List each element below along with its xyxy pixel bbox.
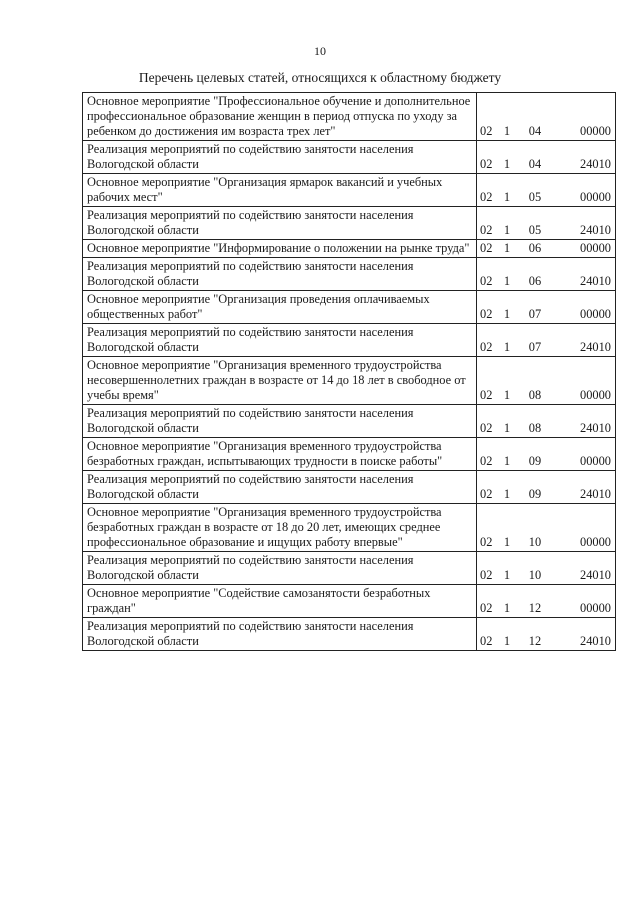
document-title: Перечень целевых статей, относящихся к областному бюджету (138, 70, 502, 85)
activity-code: 10 (528, 535, 542, 549)
activity-code: 04 (528, 124, 542, 138)
row-code (477, 324, 616, 357)
program-code: 02 (480, 634, 493, 648)
row-code (477, 357, 616, 405)
table-row (83, 93, 616, 141)
row-description: Основное мероприятие "Организация временного трудоустройства безработных граждан в возрасте от 18 до 20 лет, имеющих среднее профессиональное образование и ищущих работу впервые" (83, 504, 477, 552)
page-number: 10 (314, 44, 326, 58)
activity-code: 06 (528, 241, 542, 255)
table-row (83, 585, 616, 618)
activity-code: 09 (528, 487, 542, 501)
row-description: Реализация мероприятий по содействию занятости населения Вологодской области (83, 471, 477, 504)
subprogram-code: 1 (503, 487, 511, 501)
table-row (83, 552, 616, 585)
table-row (83, 471, 616, 504)
row-description: Основное мероприятие "Организация временного трудоустройства несовершеннолетних граждан в возрасте от 14 до 18 лет в свободное от учебы время" (83, 357, 477, 405)
subprogram-code: 1 (503, 124, 511, 138)
table-row (83, 240, 616, 258)
row-code (477, 207, 616, 240)
direction-code: 00000 (580, 388, 611, 402)
row-code (477, 405, 616, 438)
table-row (83, 405, 616, 438)
program-code: 02 (480, 307, 493, 321)
subprogram-code: 1 (503, 340, 511, 354)
program-code: 02 (480, 421, 493, 435)
program-code: 02 (480, 388, 493, 402)
row-code (477, 471, 616, 504)
subprogram-code: 1 (503, 634, 511, 648)
direction-code: 00000 (580, 601, 611, 615)
table-row (83, 258, 616, 291)
activity-code: 07 (528, 340, 542, 354)
direction-code: 00000 (580, 307, 611, 321)
subprogram-code: 1 (503, 454, 511, 468)
row-description: Основное мероприятие "Организация ярмарок вакансий и учебных рабочих мест" (83, 174, 477, 207)
subprogram-code: 1 (503, 157, 511, 171)
row-description: Реализация мероприятий по содействию занятости населения Вологодской области (83, 258, 477, 291)
row-code (477, 438, 616, 471)
program-code: 02 (480, 274, 493, 288)
row-code (477, 585, 616, 618)
target-articles-table (82, 92, 616, 651)
row-code (477, 240, 616, 258)
program-code: 02 (480, 124, 493, 138)
table-row (83, 174, 616, 207)
subprogram-code: 1 (503, 388, 511, 402)
row-description: Основное мероприятие "Содействие самозанятости безработных граждан" (83, 585, 477, 618)
program-code: 02 (480, 223, 493, 237)
subprogram-code: 1 (503, 421, 511, 435)
activity-code: 08 (528, 421, 542, 435)
row-code (477, 291, 616, 324)
row-code (477, 552, 616, 585)
row-code (477, 618, 616, 651)
direction-code: 24010 (580, 568, 611, 582)
row-description: Основное мероприятие "Информирование о положении на рынке труда" (83, 240, 477, 258)
row-description: Реализация мероприятий по содействию занятости населения Вологодской области (83, 324, 477, 357)
activity-code: 10 (528, 568, 542, 582)
activity-code: 04 (528, 157, 542, 171)
activity-code: 05 (528, 223, 542, 237)
program-code: 02 (480, 601, 493, 615)
table-row (83, 324, 616, 357)
activity-code: 06 (528, 274, 542, 288)
table-row (83, 357, 616, 405)
activity-code: 12 (528, 601, 542, 615)
row-code (477, 258, 616, 291)
direction-code: 00000 (580, 535, 611, 549)
table-row (83, 438, 616, 471)
direction-code: 24010 (580, 634, 611, 648)
row-description: Основное мероприятие "Организация проведения оплачиваемых общественных работ" (83, 291, 477, 324)
direction-code: 24010 (580, 421, 611, 435)
subprogram-code: 1 (503, 568, 511, 582)
table-row (83, 141, 616, 174)
program-code: 02 (480, 340, 493, 354)
program-code: 02 (480, 454, 493, 468)
program-code: 02 (480, 487, 493, 501)
direction-code: 00000 (580, 124, 611, 138)
row-description: Основное мероприятие "Профессиональное обучение и дополнительное профессиональное образование женщин в период отпуска по уходу за ребенком до достижения им возраста трех лет" (83, 93, 477, 141)
direction-code: 00000 (580, 241, 611, 255)
subprogram-code: 1 (503, 601, 511, 615)
subprogram-code: 1 (503, 307, 511, 321)
direction-code: 24010 (580, 223, 611, 237)
subprogram-code: 1 (503, 274, 511, 288)
row-description: Реализация мероприятий по содействию занятости населения Вологодской области (83, 207, 477, 240)
activity-code: 08 (528, 388, 542, 402)
direction-code: 24010 (580, 157, 611, 171)
activity-code: 05 (528, 190, 542, 204)
table-row (83, 504, 616, 552)
program-code: 02 (480, 568, 493, 582)
activity-code: 09 (528, 454, 542, 468)
subprogram-code: 1 (503, 223, 511, 237)
row-code (477, 141, 616, 174)
row-description: Реализация мероприятий по содействию занятости населения Вологодской области (83, 405, 477, 438)
row-code (477, 174, 616, 207)
program-code: 02 (480, 535, 493, 549)
program-code: 02 (480, 190, 493, 204)
row-description: Основное мероприятие "Организация временного трудоустройства безработных граждан, испытывающих трудности в поиске работы" (83, 438, 477, 471)
activity-code: 07 (528, 307, 542, 321)
subprogram-code: 1 (503, 241, 511, 255)
row-description: Реализация мероприятий по содействию занятости населения Вологодской области (83, 141, 477, 174)
activity-code: 12 (528, 634, 542, 648)
subprogram-code: 1 (503, 190, 511, 204)
table-row (83, 207, 616, 240)
direction-code: 24010 (580, 274, 611, 288)
row-code (477, 93, 616, 141)
table-row (83, 618, 616, 651)
table-row (83, 291, 616, 324)
program-code: 02 (480, 241, 493, 255)
row-description: Реализация мероприятий по содействию занятости населения Вологодской области (83, 618, 477, 651)
direction-code: 24010 (580, 487, 611, 501)
subprogram-code: 1 (503, 535, 511, 549)
row-description: Реализация мероприятий по содействию занятости населения Вологодской области (83, 552, 477, 585)
program-code: 02 (480, 157, 493, 171)
direction-code: 00000 (580, 454, 611, 468)
direction-code: 00000 (580, 190, 611, 204)
row-code (477, 504, 616, 552)
direction-code: 24010 (580, 340, 611, 354)
